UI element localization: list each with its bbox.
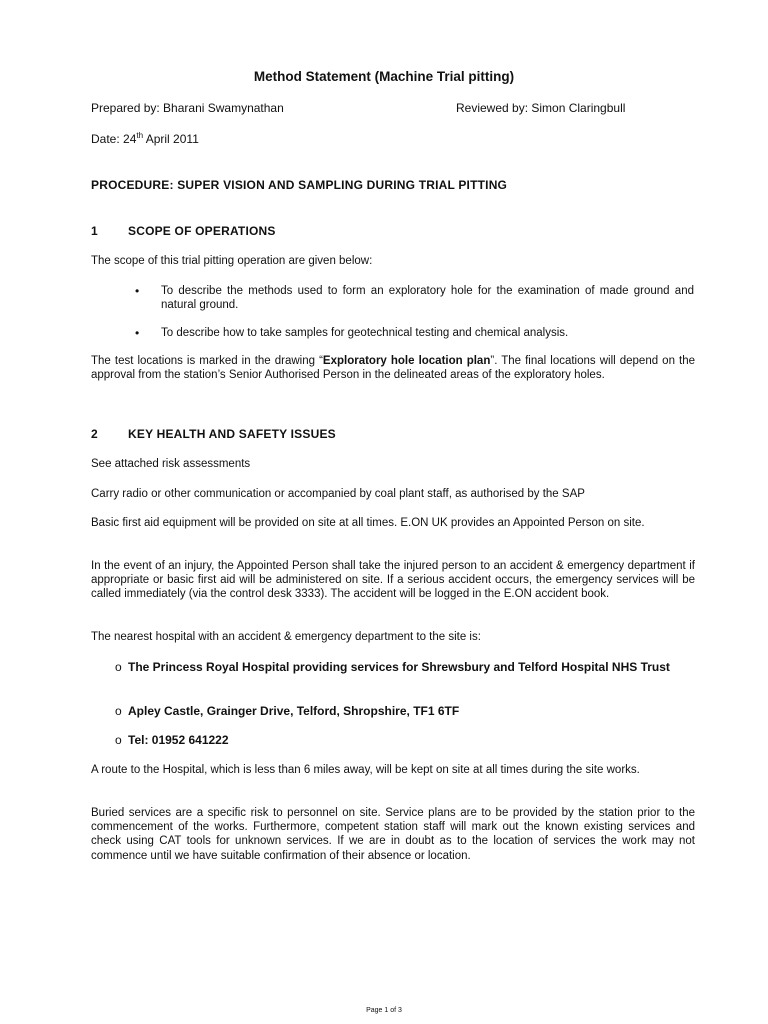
procedure-heading: PROCEDURE: SUPER VISION AND SAMPLING DURING TRIAL PITTING bbox=[91, 178, 508, 192]
circle-bullet-icon: o bbox=[115, 660, 122, 674]
section2-heading: KEY HEALTH AND SAFETY ISSUES bbox=[128, 427, 336, 441]
section2-paragraph-3: Basic first aid equipment will be provided on site at all times. E.ON UK provides an Appointed Person on site. bbox=[91, 517, 645, 529]
bullet-icon: • bbox=[135, 326, 140, 340]
section2-paragraph-6: A route to the Hospital, which is less than 6 miles away, will be kept on site at all times during the site works. bbox=[91, 764, 640, 776]
date-superscript: th bbox=[136, 131, 144, 140]
section1-number: 1 bbox=[91, 224, 98, 238]
section1-bullet-2: To describe how to take samples for geotechnical testing and chemical analysis. bbox=[161, 327, 569, 339]
section2-paragraph-4: In the event of an injury, the Appointed Person shall take the injured person to an accident & emergency department if appropriate or basic first aid will be administered on site. If a serious accident occurs, the emergency services will be called immediately (via the control desk 3333). The accident will be logged in the E.ON accident book. bbox=[91, 560, 695, 601]
bullet-icon: • bbox=[135, 284, 140, 298]
section2-number: 2 bbox=[91, 427, 98, 441]
section2-paragraph-7: Buried services are a specific risk to personnel on site. Service plans are to be provided by the station prior to the commencement of the works. Furthermore, competent station staff will mark out the known existing services and check using CAT tools for unknown services. If we are in doubt as to the location of services the work may not commence until we have suitable confirmation of their absence or location. bbox=[91, 807, 695, 862]
document-title: Method Statement (Machine Trial pitting) bbox=[253, 69, 515, 84]
locations-text-before: The test locations is marked in the drawing “ bbox=[91, 355, 323, 367]
section1-bullet-1: To describe the methods used to form an exploratory hole for the examination of made ground and natural ground. bbox=[161, 285, 694, 312]
section1-locations-paragraph bbox=[91, 354, 695, 382]
locations-text-after: ”. The final locations will depend on the approval from the station’s Senior Authorised Person in the delineated areas of the exploratory holes. bbox=[91, 355, 696, 382]
hospital-telephone: Tel: 01952 641222 bbox=[128, 733, 229, 747]
section2-paragraph-1: See attached risk assessments bbox=[91, 458, 251, 470]
document-date bbox=[91, 132, 199, 146]
section1-heading: SCOPE OF OPERATIONS bbox=[128, 224, 276, 238]
date-suffix: April 2011 bbox=[143, 132, 199, 146]
prepared-by: Prepared by: Bharani Swamynathan bbox=[91, 101, 284, 115]
page-number: Page 1 of 3 bbox=[366, 1007, 402, 1014]
hospital-address: Apley Castle, Grainger Drive, Telford, Shropshire, TF1 6TF bbox=[128, 704, 460, 718]
section2-paragraph-2: Carry radio or other communication or accompanied by coal plant staff, as authorised by the SAP bbox=[91, 488, 585, 500]
circle-bullet-icon: o bbox=[115, 704, 122, 718]
locations-drawing-name: Exploratory hole location plan bbox=[322, 355, 491, 367]
circle-bullet-icon: o bbox=[115, 733, 122, 747]
reviewed-by: Reviewed by: Simon Claringbull bbox=[456, 101, 626, 115]
section1-intro: The scope of this trial pitting operation are given below: bbox=[91, 255, 373, 267]
date-prefix: Date: 24 bbox=[91, 132, 137, 146]
hospital-name bbox=[128, 660, 695, 674]
section2-paragraph-5: The nearest hospital with an accident & emergency department to the site is: bbox=[91, 631, 481, 643]
hospital-name-text: The Princess Royal Hospital providing services for Shrewsbury and Telford Hospital NHS Trust bbox=[128, 660, 670, 674]
